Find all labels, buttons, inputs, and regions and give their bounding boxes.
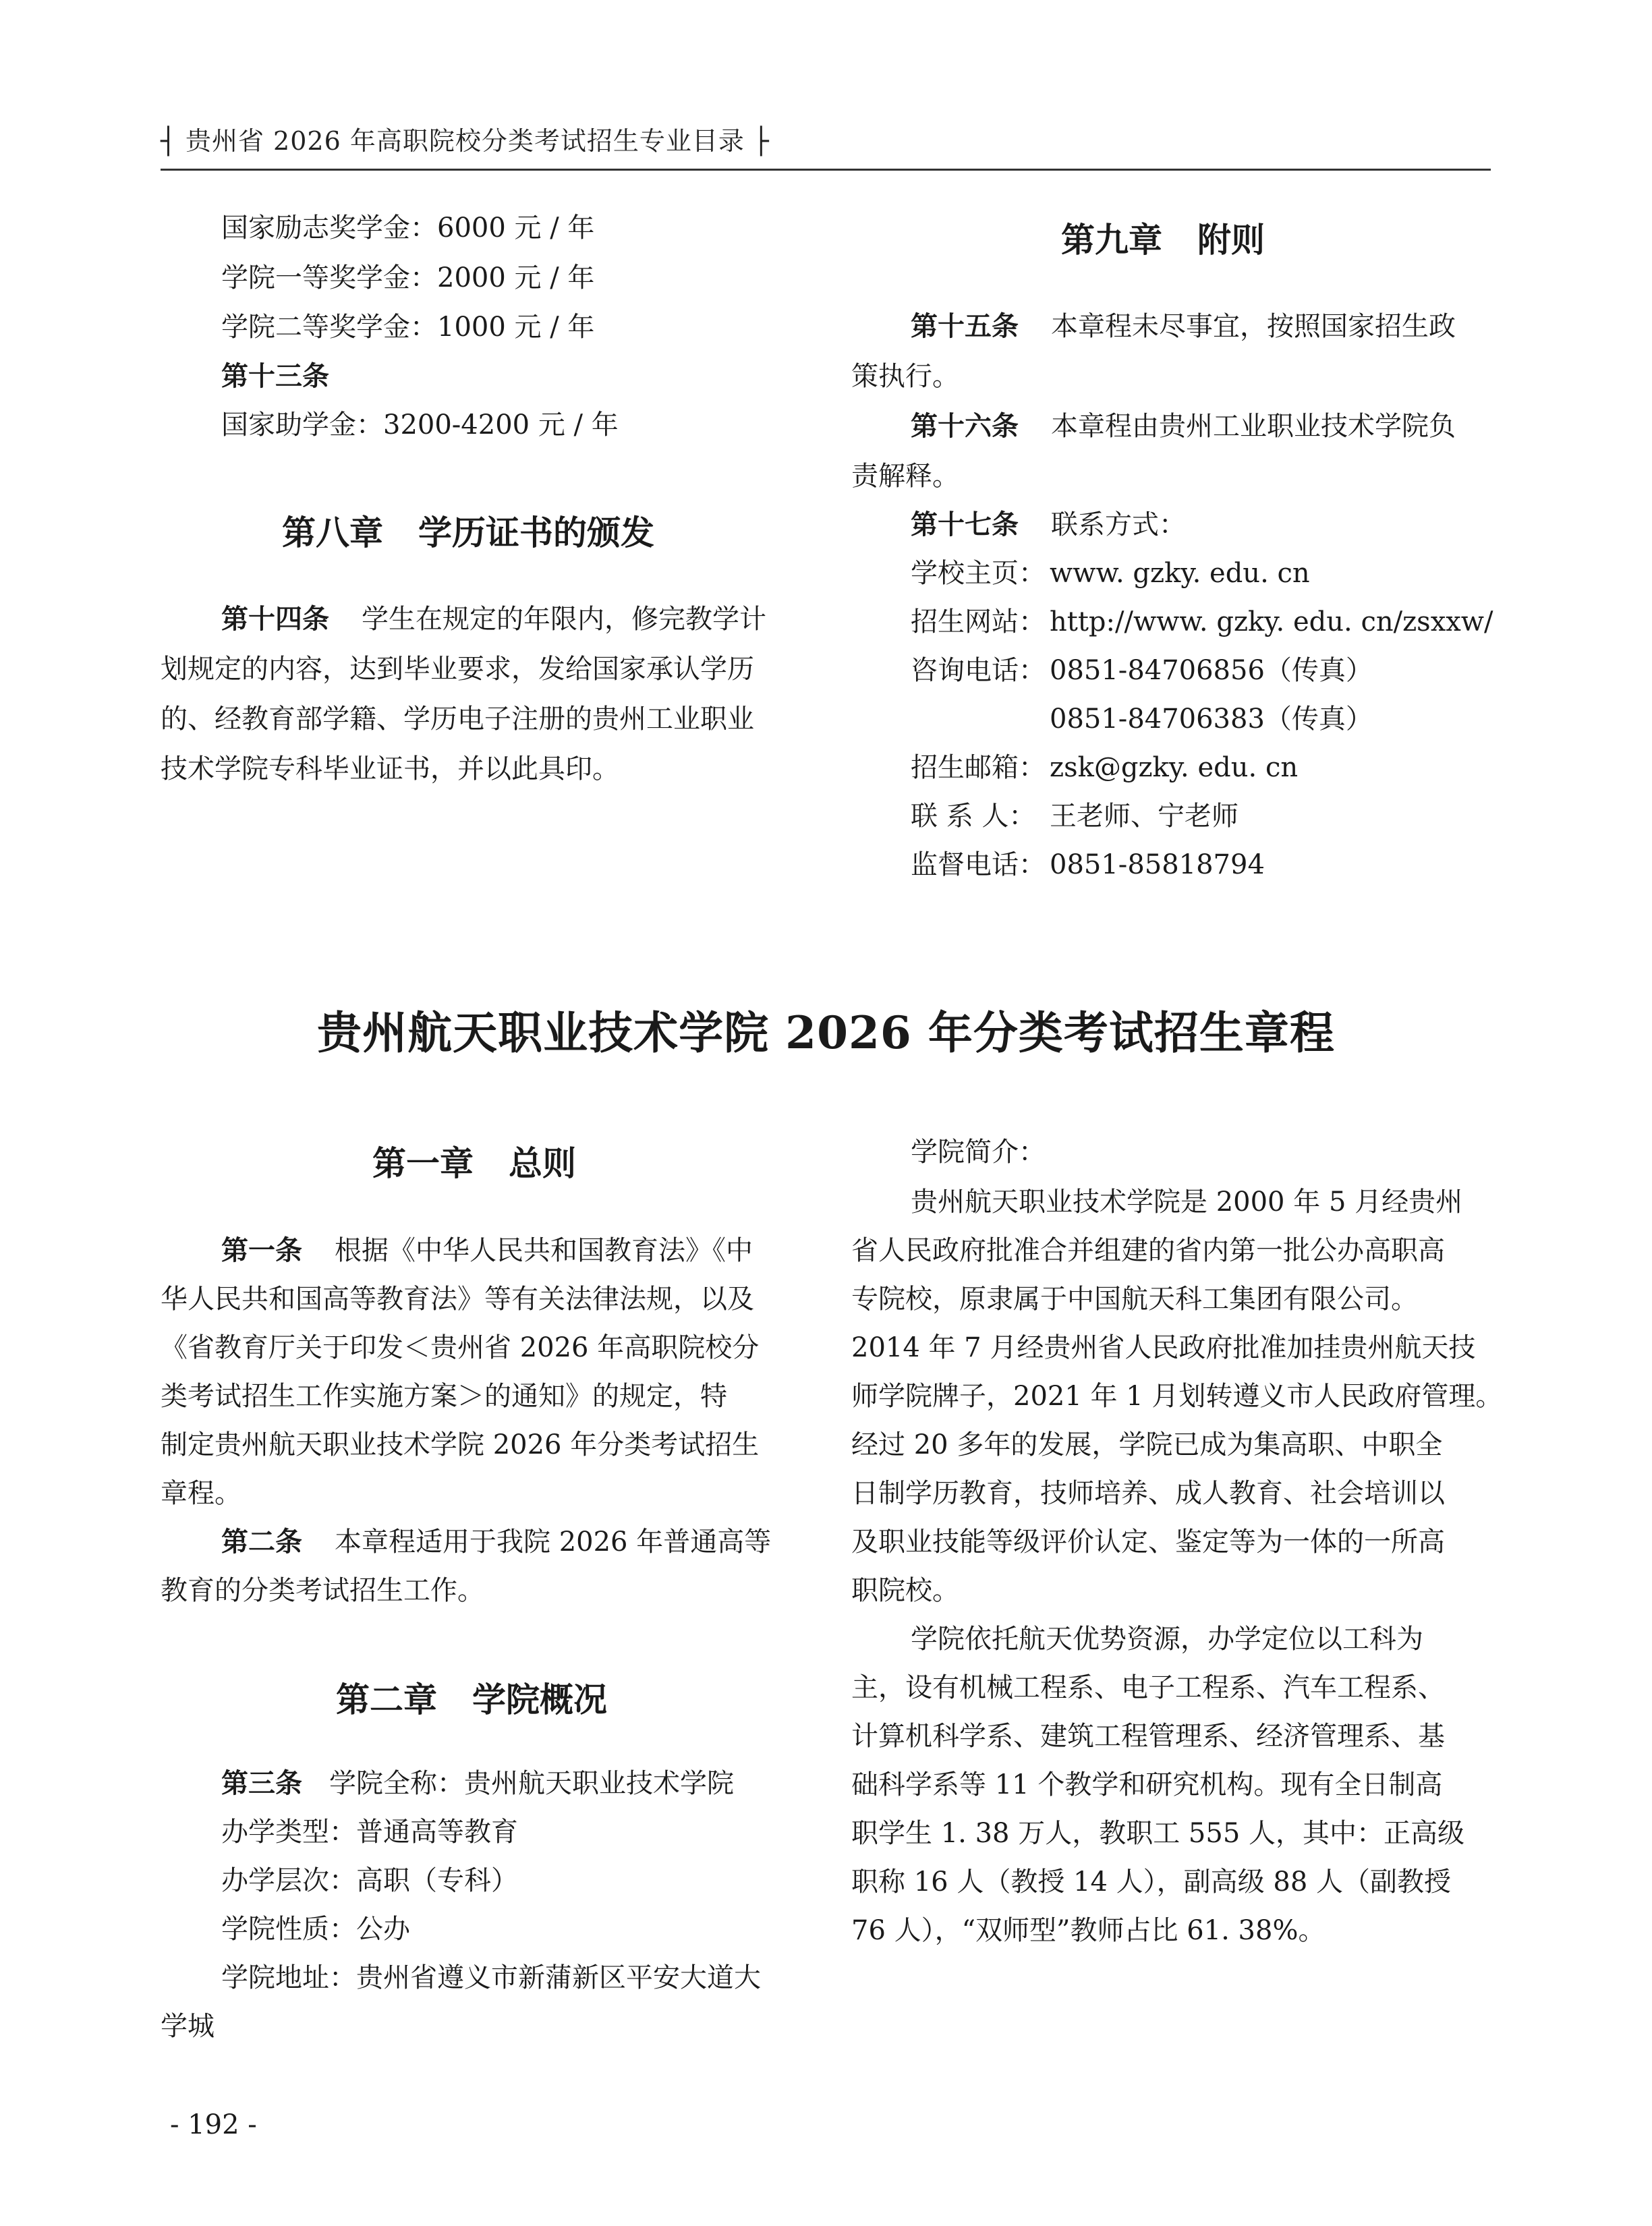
school-nature: 学院性质：公办: [221, 1914, 410, 1945]
contact-phone-2: 0851-84706383（传真）: [1050, 704, 1373, 735]
intro-para2-line-5: 职学生 1. 38 万人，教职工 555 人，其中：正高级: [851, 1818, 1464, 1849]
scholarship-national: 国家励志奖学金：6000 元 / 年: [221, 212, 595, 244]
chapter-8-name: 学历证书的颁发: [418, 513, 654, 552]
school-level: 办学层次：高职（专科）: [221, 1865, 518, 1896]
article-1-line-4: 类考试招生工作实施方案＞的通知》的规定，特: [161, 1381, 727, 1412]
running-header-text: 贵州省 2026 年高职院校分类考试招生专业目录: [185, 126, 745, 156]
chapter-9-name: 附则: [1197, 220, 1265, 260]
article-2-line-1: 第二条 本章程适用于我院 2026 年普通高等: [221, 1526, 772, 1558]
article-15-line-2: 策执行。: [851, 361, 959, 392]
article-3-line: 第三条 学院全称：贵州航天职业技术学院: [221, 1767, 734, 1799]
chapter-9-num: 第九章: [1061, 220, 1162, 260]
contact-supervision-phone: 监督电话： 0851-85818794: [911, 849, 1265, 880]
chapter-9-heading: [1061, 213, 1265, 262]
article-14-line-4: 技术学院专科毕业证书，并以此具印。: [161, 753, 619, 784]
intro-para1-line-8: 及职业技能等级评价认定、鉴定等为一体的一所高: [851, 1526, 1445, 1558]
intro-para2-line-4: 础科学系等 11 个教学和研究机构。现有全日制高: [851, 1769, 1443, 1800]
article-1-title: 第一条: [221, 1234, 302, 1266]
intro-para2-line-6: 职称 16 人（教授 14 人），副高级 88 人（副教授: [851, 1866, 1451, 1897]
header-rule: [161, 169, 1491, 171]
article-15-line-1: 第十五条 本章程未尽事宜，按照国家招生政: [911, 310, 1456, 342]
intro-label: 学院简介：: [911, 1137, 1046, 1168]
intro-para2-line-2: 主，设有机械工程系、电子工程系、汽车工程系、: [851, 1672, 1445, 1703]
contact-email: 招生邮箱： zsk@gzky. edu. cn: [911, 752, 1299, 783]
intro-para1-line-9: 职院校。: [851, 1575, 959, 1606]
intro-para1-line-6: 经过 20 多年的发展，学院已成为集高职、中职全: [851, 1429, 1443, 1460]
article-14-line-3: 的、经教育部学籍、学历电子注册的贵州工业职业: [161, 704, 754, 735]
chapter-2-name: 学院概况: [472, 1680, 607, 1719]
intro-para1-line-3: 专院校，原隶属于中国航天科工集团有限公司。: [851, 1284, 1418, 1315]
scholarship-second: 学院二等奖学金：1000 元 / 年: [221, 312, 595, 343]
article-1-line-2: 华人民共和国高等教育法》等有关法律法规，以及: [161, 1284, 754, 1315]
article-16-line-1: 第十六条 本章程由贵州工业职业技术学院负: [911, 410, 1456, 442]
running-header: ┤ 贵州省 2026 年高职院校分类考试招生专业目录 ├: [161, 126, 770, 156]
intro-para1-line-1: 贵州航天职业技术学院是 2000 年 5 月经贵州: [911, 1187, 1463, 1218]
article-17-title: 第十七条: [911, 509, 1019, 540]
article-16-title: 第十六条: [911, 410, 1019, 442]
article-2-title: 第二条: [221, 1526, 302, 1558]
article-14-line-2: 划规定的内容，达到毕业要求，发给国家承认学历: [161, 654, 754, 685]
chapter-1-heading: [372, 1137, 576, 1185]
article-1-line-3: 《省教育厅关于印发＜贵州省 2026 年高职院校分: [161, 1332, 760, 1363]
intro-para2-line-1: 学院依托航天优势资源，办学定位以工科为: [911, 1624, 1423, 1655]
contact-admission-site: 招生网站： http://www. gzky. edu. cn/zsxxw/: [911, 606, 1493, 637]
main-title: 贵州航天职业技术学院 2026 年分类考试招生章程: [317, 1006, 1335, 1059]
school-type: 办学类型：普通高等教育: [221, 1817, 518, 1848]
contact-person: 联 系 人： 王老师、宁老师: [911, 801, 1238, 832]
intro-para1-line-5: 师学院牌子，2021 年 1 月划转遵义市人民政府管理。: [851, 1381, 1503, 1412]
chapter-1-num: 第一章: [372, 1143, 474, 1183]
intro-para2-line-3: 计算机科学系、建筑工程管理系、经济管理系、基: [851, 1721, 1445, 1752]
article-1-line-5: 制定贵州航天职业技术学院 2026 年分类考试招生: [161, 1429, 760, 1460]
page-number: - 192 -: [170, 2109, 257, 2140]
intro-para1-line-7: 日制学历教育，技师培养、成人教育、社会培训以: [851, 1478, 1445, 1509]
article-14-title: 第十四条: [221, 603, 329, 635]
contact-phone-1: 咨询电话： 0851-84706856（传真）: [911, 655, 1373, 686]
contact-homepage: 学校主页： www. gzky. edu. cn: [911, 558, 1310, 589]
intro-para1-line-4: 2014 年 7 月经贵州省人民政府批准加挂贵州航天技: [851, 1332, 1476, 1363]
chapter-2-heading: [336, 1673, 607, 1721]
chapter-2-num: 第二章: [336, 1680, 437, 1719]
article-14-line-1: 第十四条 学生在规定的年限内，修完教学计: [221, 603, 766, 635]
article-17-line: 第十七条 联系方式：: [911, 509, 1186, 540]
article-13-title: 第十三条: [221, 360, 329, 392]
school-address-line-1: 学院地址：贵州省遵义市新蒲新区平安大道大: [221, 1962, 761, 1993]
scholarship-first: 学院一等奖学金：2000 元 / 年: [221, 262, 595, 293]
national-grant: 国家助学金：3200-4200 元 / 年: [221, 409, 619, 440]
article-3-title: 第三条: [221, 1767, 302, 1799]
article-16-line-2: 责解释。: [851, 461, 959, 492]
article-15-title: 第十五条: [911, 310, 1019, 342]
chapter-8-heading: [282, 506, 654, 554]
chapter-8-num: 第八章: [282, 513, 383, 552]
chapter-1-name: 总则: [509, 1143, 576, 1183]
article-1-line-1: 第一条 根据《中华人民共和国教育法》《中: [221, 1234, 753, 1266]
article-1-line-6: 章程。: [161, 1478, 241, 1509]
intro-para1-line-2: 省人民政府批准合并组建的省内第一批公办高职高: [851, 1235, 1445, 1266]
intro-para2-line-7: 76 人），“双师型”教师占比 61. 38%。: [851, 1915, 1326, 1946]
school-address-line-2: 学城: [161, 2011, 215, 2042]
article-2-line-2: 教育的分类考试招生工作。: [161, 1575, 484, 1606]
